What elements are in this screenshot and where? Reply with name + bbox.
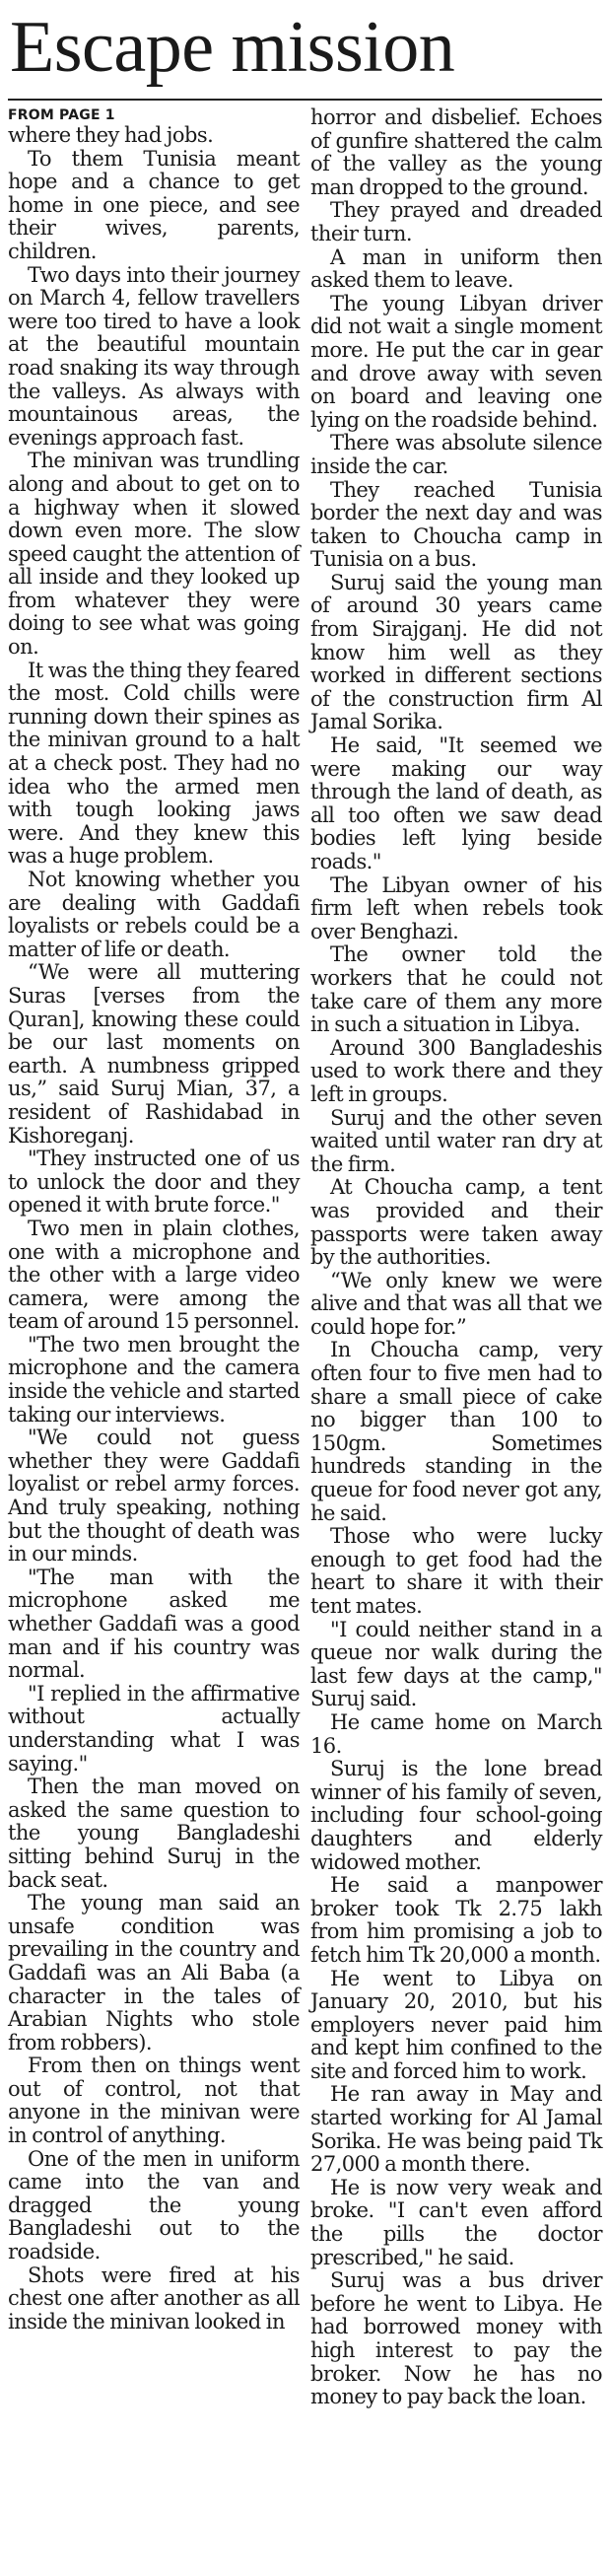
article-paragraph: To them Tunisia meant hope and a chance to get home in one piece, and see their wives, parents, children. [8, 146, 300, 263]
article-paragraph: Not knowing whether you are dealing with Gaddafi loyalists or rebels could be a matter of life or death. [8, 868, 300, 961]
article-paragraph: “We only knew we were alive and that was all that we could hope for.” [310, 1268, 602, 1339]
article-paragraph: "I could neither stand in a queue nor walk during the last few days at the camp," Suruj said. [310, 1617, 602, 1711]
article-paragraph: There was absolute silence inside the car. [310, 431, 602, 478]
article-paragraph: From then on things went out of control, not that anyone in the minivan were in control of anything. [8, 2054, 300, 2148]
article-paragraph: horror and disbelief. Echoes of gunfire shattered the calm of the valley as the young man dropped to the ground. [310, 105, 602, 199]
article-paragraph: Then the man moved on asked the same question to the young Bangladeshi sitting behind Suruj in the back seat. [8, 1775, 300, 1892]
article-paragraph: He said a manpower broker took Tk 2.75 lakh from him promising a job to fetch him Tk 20,000 a month. [310, 1873, 602, 1967]
article-paragraph: Suruj is the lone bread winner of his family of seven, including four school-going daughters and elderly widowed mother. [310, 1757, 602, 1874]
article-paragraph: Shots were fired at his chest one after another as all inside the minivan looked in [8, 2263, 300, 2333]
headline: Escape mission [10, 7, 455, 88]
article-columns [8, 106, 602, 2409]
article-paragraph: He came home on March 16. [310, 1709, 602, 1758]
article-paragraph: "The man with the microphone asked me whether Gaddafi was a good man and if his country was normal. [8, 1565, 300, 1683]
article-paragraph: Two days into their journey on March 4, fellow travellers were too tired to have a look at the beautiful mountain road snaking its way through the valleys. As always with mountainous areas, the evenings approach fast. [8, 262, 300, 450]
article-paragraph: One of the men in uniform came into the van and dragged the young Bangladeshi out to the roadside. [8, 2146, 300, 2264]
article-paragraph: "They instructed one of us to unlock the door and they opened it with brute force." [8, 1147, 300, 1218]
article-paragraph: "I replied in the affirmative without actually understanding what I was saying." [8, 1681, 300, 1775]
article-paragraph: A man in uniform then asked them to leave. [310, 244, 602, 293]
article-paragraph: They reached Tunisia border the next day and was taken to Choucha camp in Tunisia on a bus. [310, 477, 602, 572]
article-paragraph: The young Libyan driver did not wait a single moment more. He put the car in gear and drove away with seven on board and leaving one lying on the roadside behind. [310, 291, 602, 432]
article-paragraph: He went to Libya on January 20, 2010, but his employers never paid him and kept him confined to the site and forced him to work. [310, 1966, 602, 2083]
article-paragraph: where they had jobs. [8, 123, 214, 147]
article-paragraph: Suruj and the other seven waited until water ran dry at the firm. [310, 1105, 602, 1176]
article-paragraph: It was the thing they feared the most. Cold chills were running down their spines as the minivan ground to a halt at a check post. They had no idea who the armed men with tough looking jaws were. And they knew this was a huge problem. [8, 658, 300, 869]
article-paragraph: He is now very weak and broke. "I can't even afford the pills the doctor prescribed," he said. [310, 2175, 602, 2269]
article-paragraph: Suruj said the young man of around 30 years came from Sirajganj. He did not know him well as they worked in different sections of the construction firm Al Jamal Sorika. [310, 570, 602, 734]
article-column-right [310, 106, 602, 2409]
article-paragraph: The owner told the workers that he could not take care of them any more in such a situation in Libya. [310, 942, 602, 1037]
article-paragraph: "The two men brought the microphone and the camera inside the vehicle and started taking our interviews. [8, 1332, 300, 1427]
headline-rule [8, 99, 602, 101]
article-paragraph: He said, "It seemed we were making our way through the land of death, as all too often we saw dead bodies left lying beside roads." [310, 733, 602, 873]
article-paragraph: "We could not guess whether they were Gaddafi loyalist or rebel army forces. And truly speaking, nothing but the thought of death was in our minds. [8, 1426, 300, 1566]
article-paragraph: In Choucha camp, very often four to five men had to share a small piece of cake no bigger than 100 to 150gm. Sometimes hundreds standing in the queue for food never got any, he said. [310, 1338, 602, 1525]
article-paragraph: The young man said an unsafe condition was prevailing in the country and Gaddafi was an Ali Baba (a character in the tales of Arabian Nights who stole from robbers). [8, 1891, 300, 2054]
article-paragraph: They prayed and dreaded their turn. [310, 198, 602, 245]
article-paragraph: Suruj was a bus driver before he went to Libya. He had borrowed money with high interest to pay the broker. Now he has no money to pay back the loan. [310, 2268, 602, 2409]
article-paragraph: At Choucha camp, a tent was provided and their passports were taken away by the authorities. [310, 1175, 602, 1270]
article-column-left [8, 106, 300, 2409]
article-paragraph: He ran away in May and started working for Al Jamal Sorika. He was being paid Tk 27,000 a month there. [310, 2082, 602, 2177]
article-paragraph: The Libyan owner of his firm left when rebels took over Benghazi. [310, 872, 602, 943]
article-paragraph: Those who were lucky enough to get food had the heart to share it with their tent mates. [310, 1524, 602, 1618]
article-paragraph: “We were all muttering Suras [verses from the Quran], knowing these could be our last moments on earth. A numbness gripped us,” said Suruj Mian, 37, a resident of Rashidabad in Kishoreganj. [8, 960, 300, 1148]
continued-from-label: FROM PAGE 1 [8, 107, 115, 123]
article-paragraph: The minivan was trundling along and about to get on to a highway when it slowed down even more. The slow speed caught the attention of all inside and they looked up from whatever they were doing to see what was going on. [8, 449, 300, 660]
article-paragraph: Around 300 Bangladeshis used to work there and they left in groups. [310, 1035, 602, 1106]
article-paragraph: Two men in plain clothes, one with a microphone and the other with a large video camera, were among the team of around 15 personnel. [8, 1216, 300, 1334]
